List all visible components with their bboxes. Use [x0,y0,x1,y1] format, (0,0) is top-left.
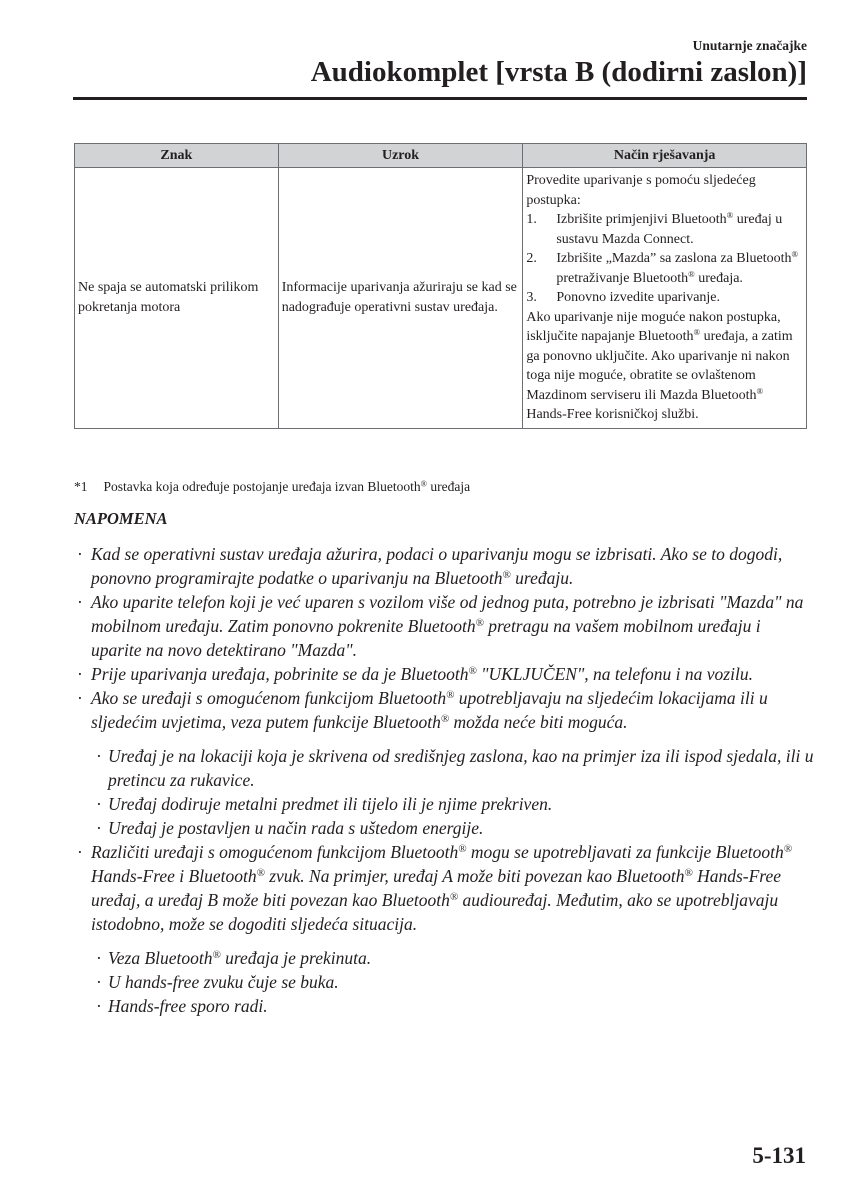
list-item: · Hands-free sporo radi. [74,994,814,1018]
step-number: 1. [526,212,537,227]
list-item: · Ako se uređaji s omogućenom funkcijom Bluetooth® upotrebljavaju na sljedećim lokacijama ili u sljedećim uvjetima, veza putem funkcije Bluetooth® možda neće biti moguća. [74,686,814,734]
list-item [526,210,803,249]
solution-steps [526,210,803,308]
table-header-row [75,144,807,168]
solution-outro: Ako uparivanje nije moguće nakon postupka, isključite napajanje Bluetooth® uređaja, a zatim ga ponovno uključite. Ako uparivanje ni nakon toga nije moguće, obratite se ovlaštenom Mazdinom serviseru ili Mazda Bluetooth® Hands-Free korisničkoj službi. [526,309,793,422]
page-title: Audiokomplet [vrsta B (dodirni zaslon)] [310,56,807,88]
column-header-cause: Uzrok [278,144,523,168]
list-item: · Različiti uređaji s omogućenom funkcijom Bluetooth® mogu se upotrebljavati za funkcije Bluetooth® Hands-Free i Bluetooth® zvuk. Na primjer, uređaj A može biti povezan kao Bluetooth® Hands-Free uređaj, a uređaj B može biti povezan kao Bluetooth® audiouređaj. Međutim, ako se upotrebljavaju istodobno, može se dogoditi sljedeća situacija. [74,840,814,936]
list-item: · Kad se operativni sustav uređaja ažurira, podaci o uparivanju mogu se izbrisati. Ako se to dogodi, ponovno programirajte podatke o uparivanju na Bluetooth® uređaju. [74,542,814,590]
note-body [74,542,814,1018]
list-item: · Uređaj dodiruje metalni predmet ili tijelo ili je njime prekriven. [74,792,814,816]
cell-sign: Ne spaja se automatski prilikom pokretanja motora [75,168,279,429]
list-item [526,288,803,308]
list-item: · Ako uparite telefon koji je već uparen s vozilom više od jednog puta, potrebno je izbrisati "Mazda" na mobilnom uređaju. Zatim ponovno pokrenite Bluetooth® pretragu na vašem mobilnom uređaju i uparite na novo detektirano "Mazda". [74,590,814,662]
section-label: Unutarnje značajke [692,38,807,53]
cell-solution [523,168,807,429]
step-number: 3. [526,290,537,305]
troubleshooting-table [74,143,807,429]
step-text: Izbrišite „Mazda” sa zaslona za Bluetooth® pretraživanje Bluetooth® uređaja. [556,249,799,286]
page-number: 5-131 [752,1143,806,1168]
step-text: Ponovno izvedite uparivanje. [556,290,721,305]
list-item: · Prije uparivanja uređaja, pobrinite se da je Bluetooth® "UKLJUČEN", na telefonu i na vozilu. [74,662,814,686]
list-item: · U hands-free zvuku čuje se buka. [74,970,814,994]
note-heading: NAPOMENA [74,509,168,528]
list-item [526,249,803,288]
list-item: · Uređaj je na lokaciji koja je skrivena od središnjeg zaslona, kao na primjer iza ili ispod sjedala, ili u pretincu za rukavice. [74,744,814,792]
step-text: Izbrišite primjenjivi Bluetooth® uređaj u sustavu Mazda Connect. [556,210,783,247]
solution-intro: Provedite uparivanje s pomoću sljedećeg postupka: [526,173,756,208]
column-header-solution: Način rješavanja [523,144,807,168]
list-item: · Veza Bluetooth® uređaja je prekinuta. [74,946,814,970]
list-item: · Uređaj je postavljen u način rada s uštedom energije. [74,816,814,840]
column-header-sign: Znak [75,144,279,168]
footnote-mark: *1 [74,479,88,494]
step-number: 2. [526,251,537,266]
cell-cause: Informacije uparivanja ažuriraju se kad se nadograđuje operativni sustav uređaja. [278,168,523,429]
title-rule [73,97,807,100]
table-row [75,168,807,429]
footnote: *1 Postavka koja određuje postojanje uređaja izvan Bluetooth® uređaja [74,479,471,494]
